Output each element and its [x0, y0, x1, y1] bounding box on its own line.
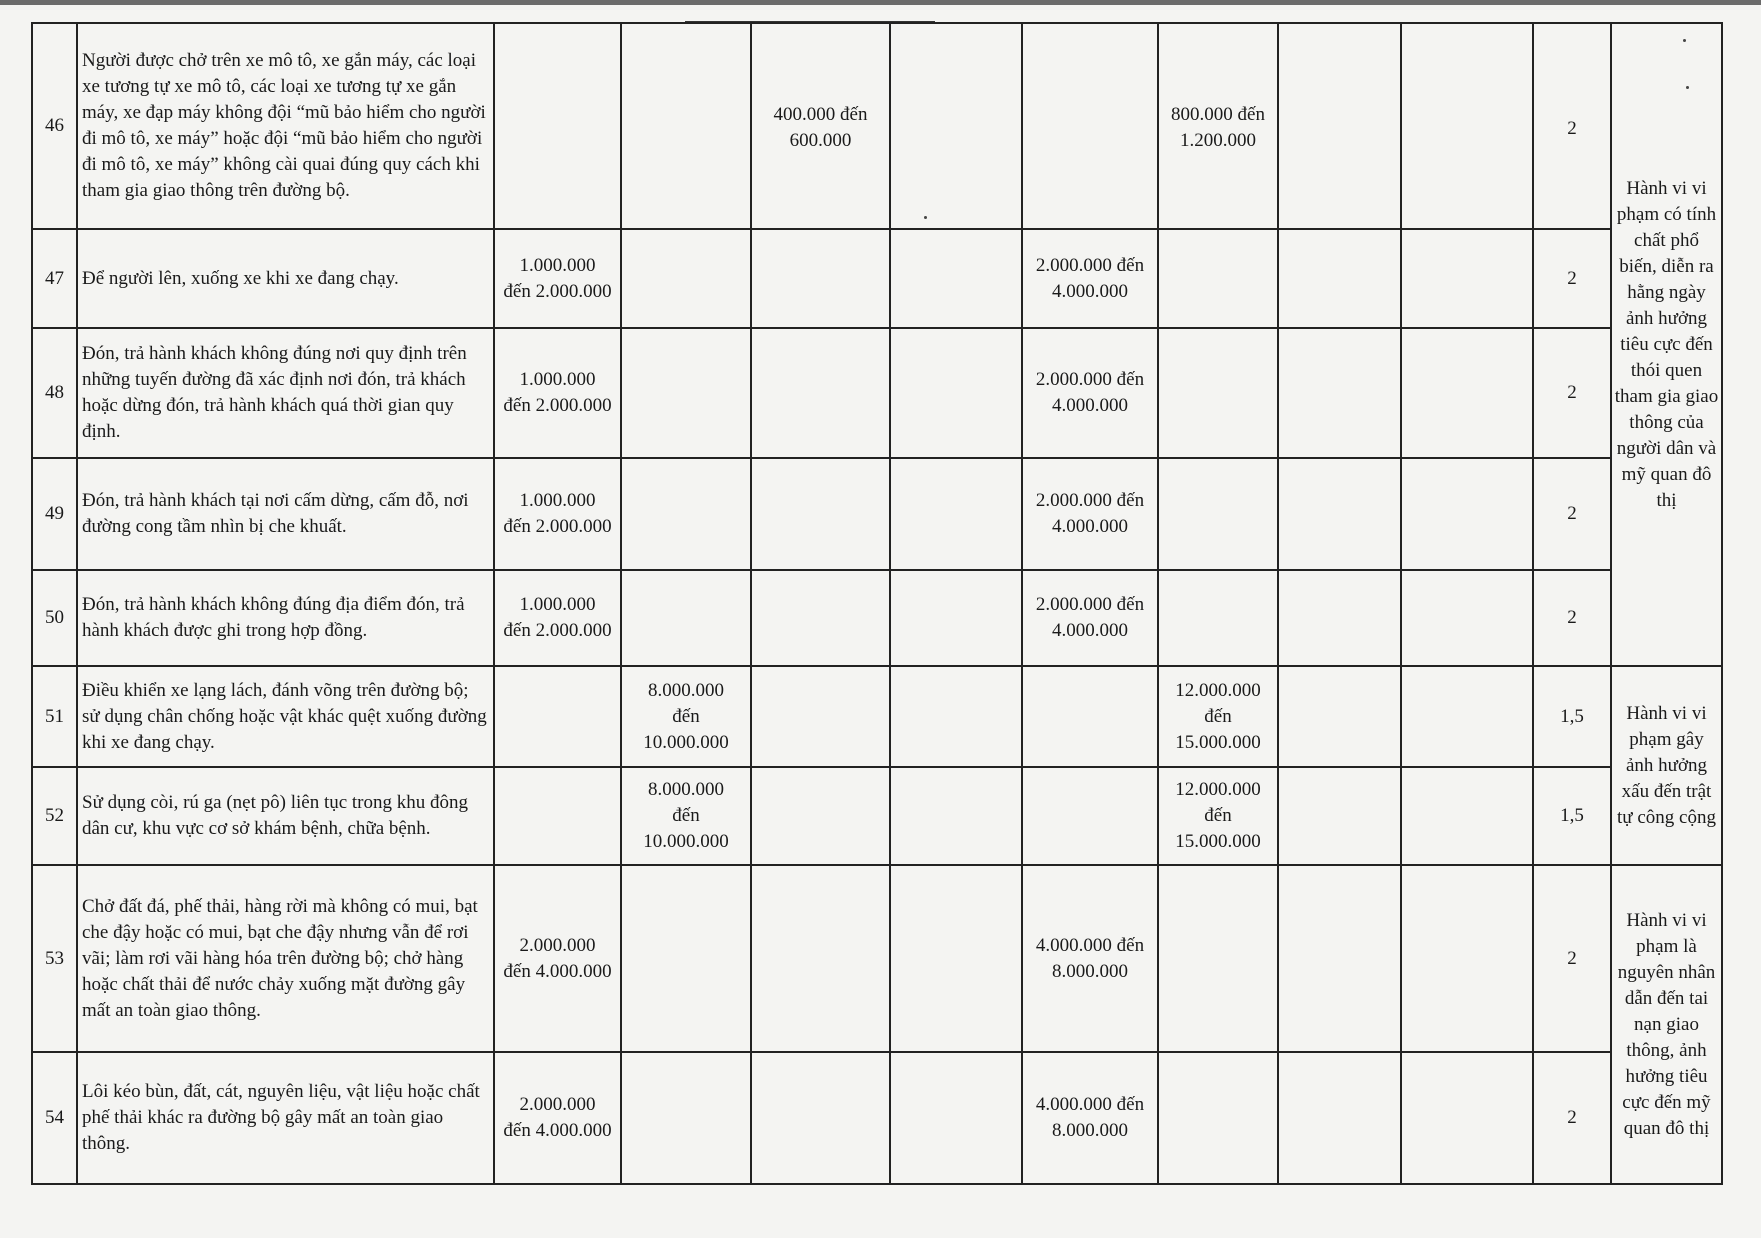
fine-cell — [621, 23, 751, 229]
coefficient: 2 — [1533, 23, 1611, 229]
group-note: Hành vi vi phạm là nguyên nhân dẫn đến tai nạn giao thông, ảnh hưởng tiêu cực đến mỹ quan đô thị — [1611, 865, 1722, 1184]
fine-cell — [1401, 328, 1533, 458]
fine-cell — [621, 865, 751, 1052]
coefficient: 1,5 — [1533, 767, 1611, 865]
fine-cell — [751, 458, 890, 570]
fine-cell: 4.000.000 đến 8.000.000 — [1022, 1052, 1158, 1184]
fine-cell — [621, 1052, 751, 1184]
fine-cell: 2.000.000 đến 4.000.000 — [1022, 458, 1158, 570]
violation-description: Lôi kéo bùn, đất, cát, nguyên liệu, vật liệu hoặc chất phế thải khác ra đường bộ gây mất an toàn giao thông. — [77, 1052, 494, 1184]
fine-cell — [1158, 570, 1278, 666]
fine-cell: 12.000.000 đến 15.000.000 — [1158, 767, 1278, 865]
table-row — [32, 1052, 1722, 1184]
fine-cell — [494, 666, 621, 767]
group-note: Hành vi vi phạm có tính chất phổ biến, diễn ra hằng ngày ảnh hưởng tiêu cực đến thói quen tham gia giao thông của người dân và mỹ quan đô thị — [1611, 23, 1722, 666]
table-row — [32, 865, 1722, 1052]
violation-description: Đón, trả hành khách tại nơi cấm dừng, cấm đỗ, nơi đường cong tầm nhìn bị che khuất. — [77, 458, 494, 570]
row-number: 50 — [32, 570, 77, 666]
fine-cell — [1158, 229, 1278, 328]
fine-cell: 2.000.000 đến 4.000.000 — [494, 865, 621, 1052]
fine-cell: 4.000.000 đến 8.000.000 — [1022, 865, 1158, 1052]
coefficient: 2 — [1533, 1052, 1611, 1184]
row-number: 51 — [32, 666, 77, 767]
fine-cell: 1.000.000 đến 2.000.000 — [494, 229, 621, 328]
table-row — [32, 767, 1722, 865]
row-number: 49 — [32, 458, 77, 570]
table-row — [32, 458, 1722, 570]
fine-cell — [890, 23, 1022, 229]
fine-cell — [1401, 865, 1533, 1052]
fine-cell: 1.000.000 đến 2.000.000 — [494, 328, 621, 458]
fine-cell — [1278, 570, 1401, 666]
fine-cell — [621, 229, 751, 328]
fine-cell — [751, 666, 890, 767]
fine-cell: 800.000 đến 1.200.000 — [1158, 23, 1278, 229]
fine-cell — [1022, 23, 1158, 229]
fine-cell — [751, 767, 890, 865]
scan-speck — [924, 216, 927, 219]
scan-speck — [1683, 39, 1686, 42]
coefficient: 2 — [1533, 458, 1611, 570]
fine-cell — [1278, 1052, 1401, 1184]
coefficient: 2 — [1533, 328, 1611, 458]
table-row — [32, 229, 1722, 328]
fine-cell — [1401, 229, 1533, 328]
row-number: 48 — [32, 328, 77, 458]
fine-cell — [890, 865, 1022, 1052]
row-number: 53 — [32, 865, 77, 1052]
coefficient: 2 — [1533, 570, 1611, 666]
violation-description: Đón, trả hành khách không đúng nơi quy định trên những tuyến đường đã xác định nơi đón, trả khách hoặc dừng đón, trả hành khách quá thời gian quy định. — [77, 328, 494, 458]
violation-description: Điều khiển xe lạng lách, đánh võng trên đường bộ; sử dụng chân chống hoặc vật khác quệt xuống đường khi xe đang chạy. — [77, 666, 494, 767]
scan-speck — [1686, 86, 1689, 89]
fine-cell: 2.000.000 đến 4.000.000 — [1022, 328, 1158, 458]
fine-cell — [751, 1052, 890, 1184]
fine-table — [31, 22, 1723, 1185]
violation-description: Sử dụng còi, rú ga (nẹt pô) liên tục trong khu đông dân cư, khu vực cơ sở khám bệnh, chữa bệnh. — [77, 767, 494, 865]
coefficient: 2 — [1533, 229, 1611, 328]
fine-cell — [751, 865, 890, 1052]
fine-cell — [890, 666, 1022, 767]
fine-cell — [890, 1052, 1022, 1184]
fine-cell — [494, 23, 621, 229]
fine-cell — [1158, 865, 1278, 1052]
coefficient: 1,5 — [1533, 666, 1611, 767]
scan-top-edge — [0, 0, 1761, 5]
violation-description: Đón, trả hành khách không đúng địa điểm đón, trả hành khách được ghi trong hợp đồng. — [77, 570, 494, 666]
fine-cell — [751, 229, 890, 328]
fine-cell — [1401, 458, 1533, 570]
fine-cell — [621, 458, 751, 570]
fine-cell — [1278, 229, 1401, 328]
fine-cell — [1278, 458, 1401, 570]
fine-cell — [890, 328, 1022, 458]
fine-cell — [1022, 767, 1158, 865]
fine-cell — [1401, 23, 1533, 229]
fine-cell — [1278, 666, 1401, 767]
violation-description: Để người lên, xuống xe khi xe đang chạy. — [77, 229, 494, 328]
fine-cell — [1401, 767, 1533, 865]
fine-cell — [1278, 865, 1401, 1052]
fine-cell — [621, 570, 751, 666]
fine-cell: 2.000.000 đến 4.000.000 — [494, 1052, 621, 1184]
fine-cell: 400.000 đến 600.000 — [751, 23, 890, 229]
fine-cell: 2.000.000 đến 4.000.000 — [1022, 570, 1158, 666]
row-number: 46 — [32, 23, 77, 229]
fine-cell — [890, 570, 1022, 666]
fine-cell — [1401, 666, 1533, 767]
table-row — [32, 23, 1722, 229]
row-number: 52 — [32, 767, 77, 865]
fine-cell — [494, 767, 621, 865]
fine-cell — [1278, 23, 1401, 229]
fine-cell — [621, 328, 751, 458]
fine-cell — [751, 570, 890, 666]
fine-cell — [1401, 570, 1533, 666]
table-row — [32, 666, 1722, 767]
fine-cell: 2.000.000 đến 4.000.000 — [1022, 229, 1158, 328]
group-note: Hành vi vi phạm gây ảnh hưởng xấu đến trật tự công cộng — [1611, 666, 1722, 865]
fine-cell — [1158, 1052, 1278, 1184]
fine-cell: 8.000.000 đến 10.000.000 — [621, 767, 751, 865]
table-row — [32, 570, 1722, 666]
violation-description: Người được chở trên xe mô tô, xe gắn máy, các loại xe tương tự xe mô tô, các loại xe tương tự xe gắn máy, xe đạp máy không đội “mũ bảo hiểm cho người đi mô tô, xe máy” hoặc đội “mũ bảo hiểm cho người đi mô tô, xe máy” không cài quai đúng quy cách khi tham gia giao thông trên đường bộ. — [77, 23, 494, 229]
violation-description: Chở đất đá, phế thải, hàng rời mà không có mui, bạt che đậy hoặc có mui, bạt che đậy nhưng vẫn để rơi vãi; làm rơi vãi hàng hóa trên đường bộ; chở hàng hoặc chất thải để nước chảy xuống mặt đường gây mất an toàn giao thông. — [77, 865, 494, 1052]
fine-cell — [890, 767, 1022, 865]
fine-cell — [1278, 767, 1401, 865]
fine-cell — [1158, 328, 1278, 458]
fine-cell — [890, 458, 1022, 570]
fine-cell — [1278, 328, 1401, 458]
fine-cell: 8.000.000 đến 10.000.000 — [621, 666, 751, 767]
coefficient: 2 — [1533, 865, 1611, 1052]
fine-cell: 1.000.000 đến 2.000.000 — [494, 570, 621, 666]
row-number: 47 — [32, 229, 77, 328]
fine-cell — [890, 229, 1022, 328]
fine-cell: 1.000.000 đến 2.000.000 — [494, 458, 621, 570]
fine-cell — [1158, 458, 1278, 570]
fine-cell — [751, 328, 890, 458]
row-number: 54 — [32, 1052, 77, 1184]
table-row — [32, 328, 1722, 458]
fine-cell — [1401, 1052, 1533, 1184]
fine-cell: 12.000.000 đến 15.000.000 — [1158, 666, 1278, 767]
fine-cell — [1022, 666, 1158, 767]
